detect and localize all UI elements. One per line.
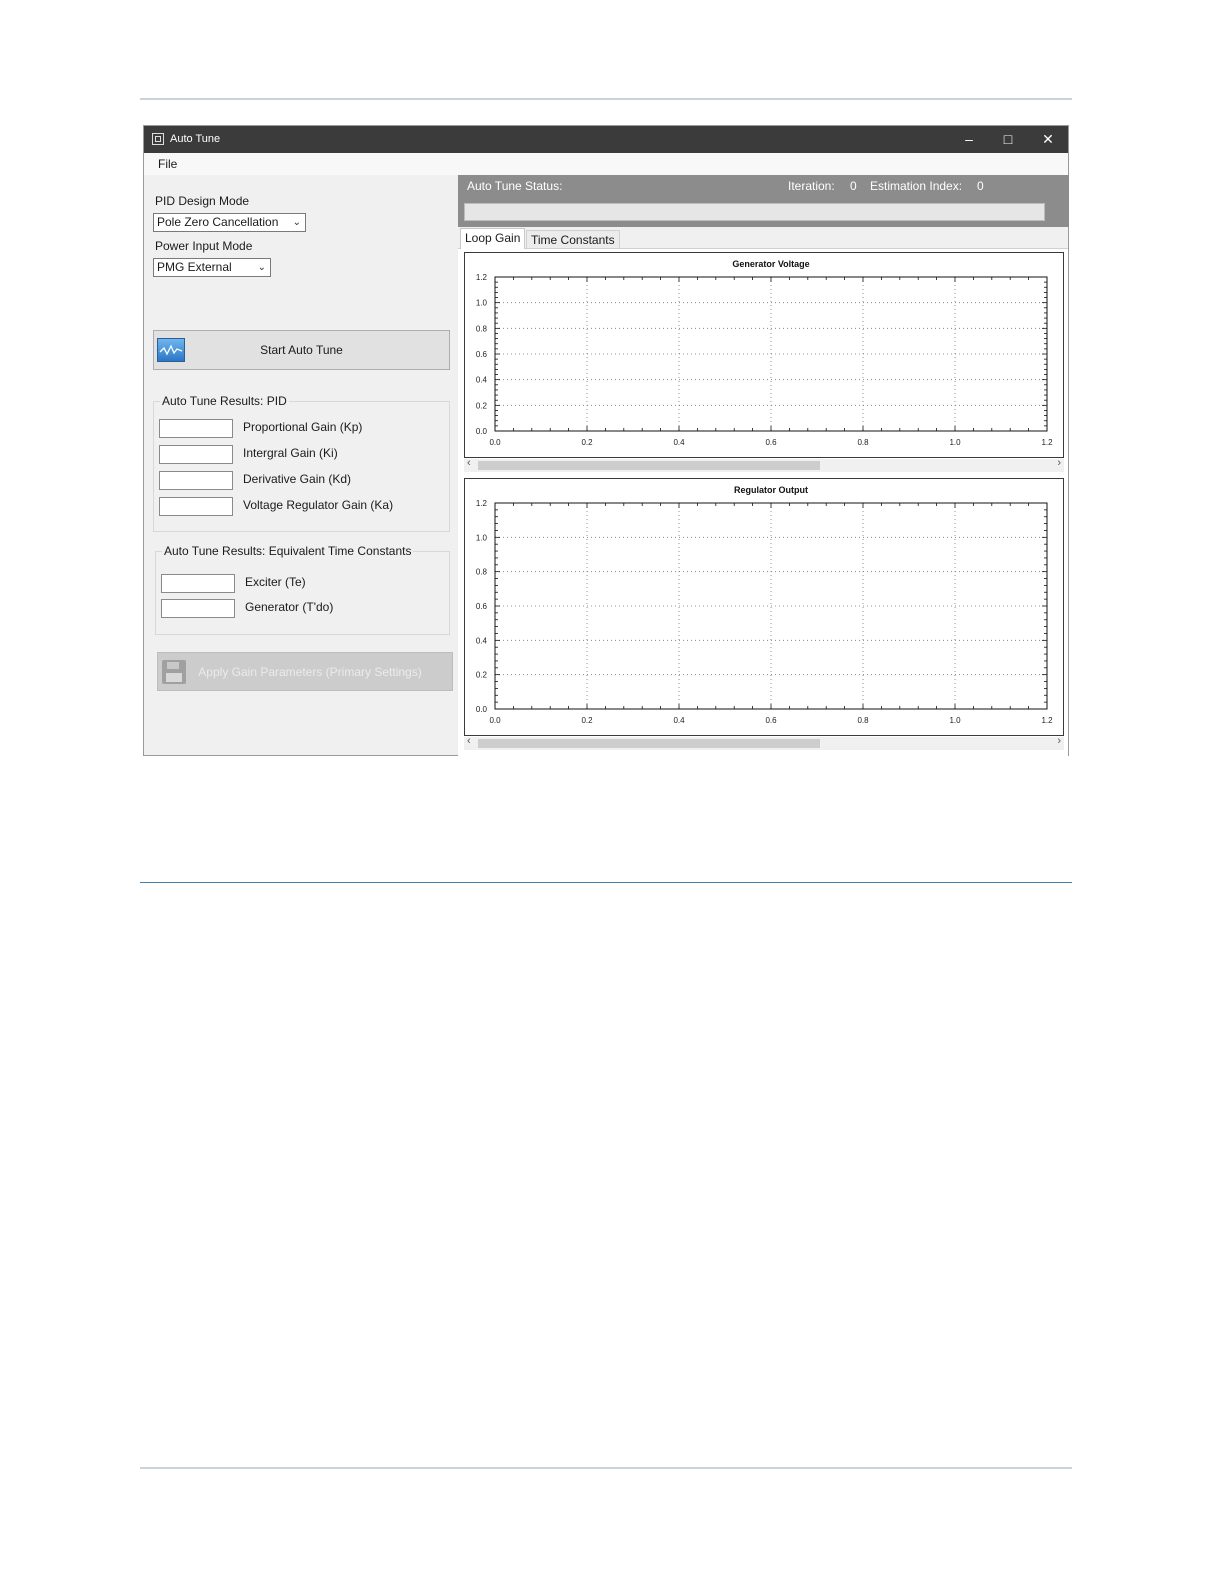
menu-file[interactable]: File — [158, 157, 178, 171]
section-rule — [140, 882, 1072, 883]
app-icon — [152, 133, 164, 145]
pid-results-group — [153, 394, 450, 532]
y-tick-label: 0.6 — [475, 350, 487, 359]
title-bar — [144, 126, 1068, 153]
y-tick-label: 0.6 — [475, 602, 487, 611]
x-tick-label: 1.2 — [1041, 716, 1053, 725]
y-tick-label: 0.8 — [475, 324, 487, 334]
minimize-button[interactable]: – — [965, 131, 973, 147]
iteration-label: Iteration: — [788, 179, 835, 193]
kd-label: Derivative Gain (Kd) — [243, 472, 352, 486]
scroll-thumb[interactable] — [478, 461, 820, 470]
estimation-index-label: Estimation Index: — [870, 179, 963, 193]
y-tick-label: 0.4 — [475, 636, 487, 646]
auto-tune-status-panel — [458, 175, 1069, 227]
y-tick-label: 0.2 — [475, 670, 487, 680]
start-auto-tune-button[interactable] — [153, 330, 450, 370]
y-tick-label: 1.0 — [475, 298, 487, 308]
auto-tune-window — [143, 125, 1069, 756]
x-tick-label: 0.6 — [765, 438, 777, 447]
kp-field[interactable] — [159, 419, 233, 438]
x-tick-label: 0.2 — [581, 716, 593, 725]
pid-mode-select[interactable] — [153, 213, 306, 232]
scroll-thumb[interactable] — [478, 739, 820, 748]
chevron-down-icon: ⌄ — [257, 262, 266, 273]
x-tick-label: 0.8 — [857, 716, 869, 725]
tab-time-constants[interactable]: Time Constants — [526, 230, 620, 249]
y-tick-label: 1.2 — [475, 273, 487, 282]
power-mode-select[interactable] — [153, 258, 271, 277]
exciter-te-label: Exciter (Te) — [245, 575, 306, 589]
x-tick-label: 0.4 — [673, 438, 685, 447]
x-tick-label: 1.0 — [949, 716, 961, 725]
regulator-output-chart — [464, 478, 1064, 736]
y-tick-label: 0.0 — [475, 705, 487, 714]
ka-field[interactable] — [159, 497, 233, 516]
scroll-left-icon[interactable]: ‹ — [467, 457, 471, 469]
page-footer-rule — [140, 1467, 1072, 1469]
x-tick-label: 0.2 — [581, 438, 593, 447]
scroll-left-icon[interactable]: ‹ — [467, 735, 471, 747]
close-button[interactable]: ✕ — [1042, 131, 1054, 147]
x-tick-label: 1.0 — [949, 438, 961, 447]
iteration-value: 0 — [850, 179, 857, 193]
chevron-down-icon: ⌄ — [292, 217, 301, 228]
y-tick-label: 0.4 — [475, 375, 487, 385]
pid-mode-value: Pole Zero Cancellation — [157, 215, 279, 229]
x-tick-label: 0.0 — [489, 716, 501, 725]
pid-results-title: Auto Tune Results: PID — [162, 394, 287, 408]
start-auto-tune-label: Start Auto Tune — [260, 343, 343, 357]
chart-scrollbar-bottom[interactable] — [464, 737, 1064, 750]
y-tick-label: 0.8 — [475, 567, 487, 577]
maximize-button[interactable]: □ — [1003, 131, 1013, 147]
ki-label: Intergral Gain (Ki) — [243, 446, 338, 460]
progress-bar — [464, 203, 1045, 221]
ki-field[interactable] — [159, 445, 233, 464]
kp-label: Proportional Gain (Kp) — [243, 420, 363, 434]
chart-title: Generator Voltage — [732, 259, 810, 269]
power-mode-value: PMG External — [157, 260, 232, 274]
generator-tdo-label: Generator (T'do) — [245, 600, 334, 614]
chart-title: Regulator Output — [734, 485, 808, 495]
pid-mode-label: PID Design Mode — [155, 194, 250, 208]
tab-loop-gain[interactable]: Loop Gain — [460, 228, 525, 249]
apply-gain-button[interactable] — [157, 652, 453, 691]
generator-voltage-chart — [464, 252, 1064, 458]
x-tick-label: 0.8 — [857, 438, 869, 447]
x-tick-label: 1.2 — [1041, 438, 1053, 447]
exciter-te-field[interactable] — [161, 574, 235, 593]
estimation-index-value: 0 — [977, 179, 984, 193]
scroll-right-icon[interactable]: › — [1057, 735, 1061, 747]
x-tick-label: 0.0 — [489, 438, 501, 447]
menu-bar — [144, 153, 1068, 175]
page-header-rule — [140, 98, 1072, 100]
power-mode-label: Power Input Mode — [155, 239, 253, 253]
apply-gain-label: Apply Gain Parameters (Primary Settings) — [198, 665, 422, 679]
scroll-right-icon[interactable]: › — [1057, 457, 1061, 469]
ka-label: Voltage Regulator Gain (Ka) — [243, 498, 394, 512]
kd-field[interactable] — [159, 471, 233, 490]
x-tick-label: 0.6 — [765, 716, 777, 725]
chart-scrollbar-top[interactable] — [464, 459, 1064, 472]
status-label: Auto Tune Status: — [467, 179, 563, 193]
regulator-output-plot — [465, 479, 1063, 735]
generator-tdo-field[interactable] — [161, 599, 235, 618]
time-constants-group — [155, 544, 450, 635]
window-title: Auto Tune — [170, 133, 221, 145]
x-tick-label: 0.4 — [673, 716, 685, 725]
time-constants-title: Auto Tune Results: Equivalent Time Constants — [164, 544, 412, 558]
y-tick-label: 1.2 — [475, 499, 487, 508]
generator-voltage-plot — [465, 253, 1063, 457]
y-tick-label: 1.0 — [475, 533, 487, 543]
y-tick-label: 0.0 — [475, 427, 487, 436]
y-tick-label: 0.2 — [475, 401, 487, 411]
